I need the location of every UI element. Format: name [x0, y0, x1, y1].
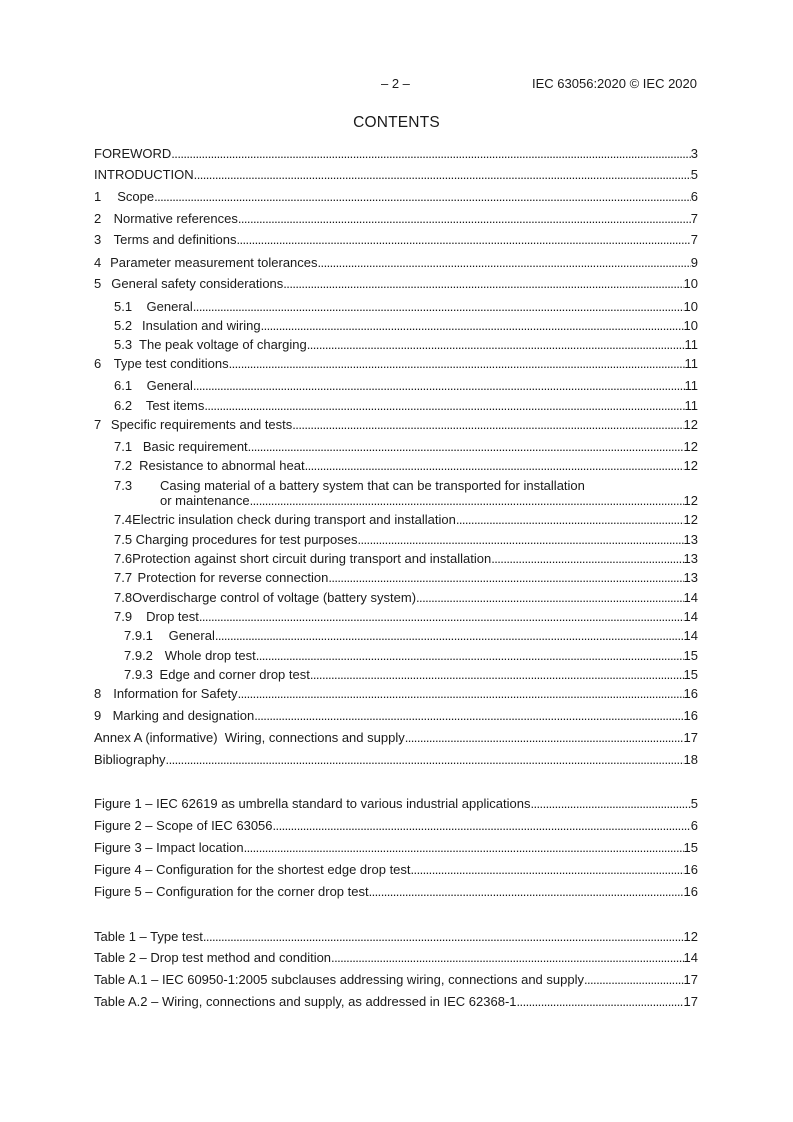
toc-entry[interactable]: 7.1 Basic requirement . . . 12	[94, 439, 698, 455]
table-entry[interactable]: Table 2 – Drop test method and condition . . . 14	[94, 950, 698, 966]
toc-entry[interactable]: 7.7 Protection for reverse connection . . . 13	[94, 570, 698, 586]
toc-entry[interactable]: 7.8 Overdischarge control of voltage (battery system) . . . 14	[94, 590, 698, 606]
table-entry[interactable]: Table A.1 – IEC 60950-1:2005 subclauses addressing wiring, connections and supply . . . 17	[94, 972, 698, 988]
toc-entry-continuation[interactable]: or maintenance . . . 12	[94, 493, 698, 509]
figure-entry[interactable]: Figure 4 – Configuration for the shortest edge drop test . . . 16	[94, 862, 698, 878]
toc-entry[interactable]: 4 Parameter measurement tolerances . . . 9	[94, 255, 698, 271]
toc-entry[interactable]: 7.5 Charging procedures for test purposes . . . 13	[94, 532, 698, 548]
toc-entry[interactable]: 5.3 The peak voltage of charging . . . 11	[94, 337, 698, 353]
page-title: CONTENTS	[353, 114, 440, 131]
toc-entry[interactable]: 6 Type test conditions . . . 11	[94, 356, 698, 372]
toc-entry[interactable]: 7.6 Protection against short circuit during transport and installation . . . 13	[94, 551, 698, 567]
standard-header: IEC 63056:2020 © IEC 2020	[532, 76, 697, 91]
figure-entry[interactable]: Figure 5 – Configuration for the corner drop test . . . 16	[94, 884, 698, 900]
toc-entry[interactable]: Annex A (informative) Wiring, connections and supply . . . 17	[94, 730, 698, 746]
toc-entry[interactable]: 7.4 Electric insulation check during transport and installation . . . 12	[94, 512, 698, 528]
toc-entry[interactable]: 7.9.1 General . . . 14	[94, 628, 698, 644]
toc-entry[interactable]: FOREWORD . . . 3	[94, 146, 698, 162]
toc-entry[interactable]: 7.9 Drop test . . . 14	[94, 609, 698, 625]
toc-entry[interactable]: 1 Scope . . . 6	[94, 189, 698, 205]
toc-entry[interactable]: 7.9.2 Whole drop test . . . 15	[94, 648, 698, 664]
figure-entry[interactable]: Figure 2 – Scope of IEC 63056 . . . 6	[94, 818, 698, 834]
toc-entry[interactable]: 3 Terms and definitions . . . 7	[94, 232, 698, 248]
toc-entry[interactable]: 7.2 Resistance to abnormal heat . . . 12	[94, 458, 698, 474]
toc-entry[interactable]: 5.2 Insulation and wiring . . . 10	[94, 318, 698, 334]
toc-entry[interactable]: Bibliography . . . 18	[94, 752, 698, 768]
table-entry[interactable]: Table A.2 – Wiring, connections and supply, as addressed in IEC 62368-1 . . . 17	[94, 994, 698, 1010]
toc-entry[interactable]: 9 Marking and designation . . . 16	[94, 708, 698, 724]
toc-entry[interactable]: INTRODUCTION . . . 5	[94, 167, 698, 183]
table-entry[interactable]: Table 1 – Type test . . . 12	[94, 929, 698, 945]
toc-entry[interactable]: 2 Normative references . . . 7	[94, 211, 698, 227]
toc-entry[interactable]: 6.1 General . . . 11	[94, 378, 698, 394]
toc-entry-first-line[interactable]: 7.3 Casing material of a battery system that can be transported for installation	[114, 478, 585, 493]
toc-entry[interactable]: 8 Information for Safety . . . 16	[94, 686, 698, 702]
figure-entry[interactable]: Figure 1 – IEC 62619 as umbrella standard to various industrial applications . . . 5	[94, 796, 698, 812]
toc-entry[interactable]: 7.9.3 Edge and corner drop test . . . 15	[94, 667, 698, 683]
page-number-header: – 2 –	[381, 76, 410, 91]
toc-entry[interactable]: 7 Specific requirements and tests . . . 12	[94, 417, 698, 433]
figure-entry[interactable]: Figure 3 – Impact location . . . 15	[94, 840, 698, 856]
toc-entry[interactable]: 5.1 General . . . 10	[94, 299, 698, 315]
toc-entry[interactable]: 6.2 Test items . . . 11	[94, 398, 698, 414]
toc-entry[interactable]: 5 General safety considerations . . . 10	[94, 276, 698, 292]
